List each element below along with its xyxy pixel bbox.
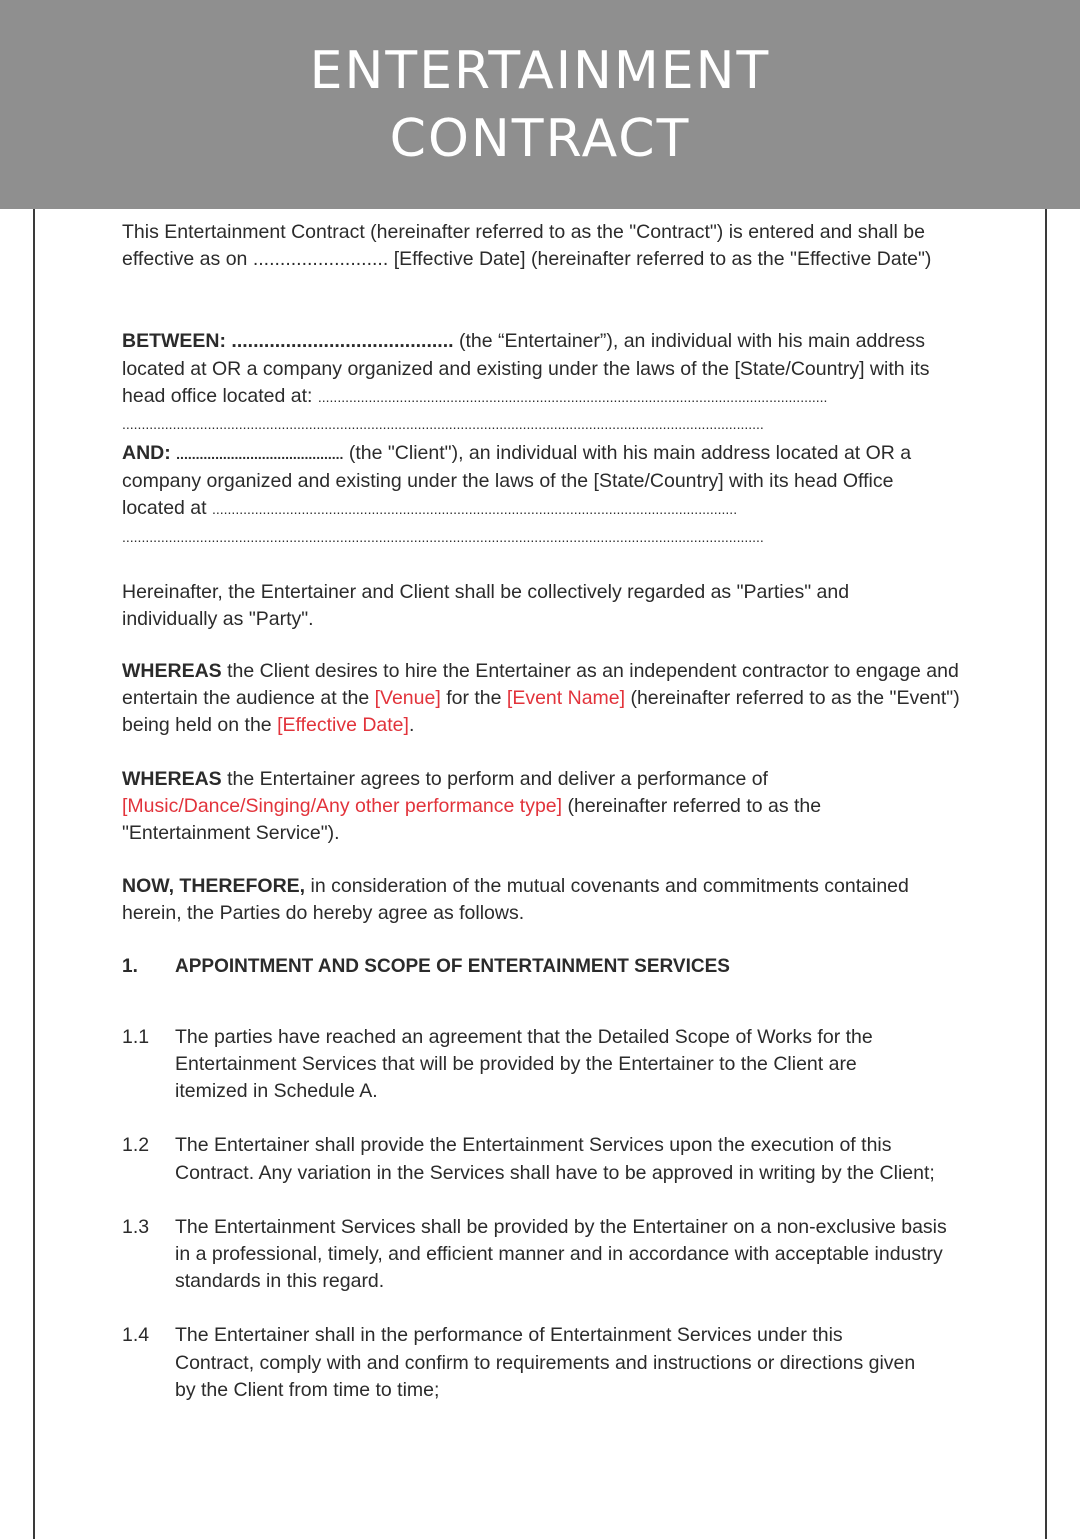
section-1-heading [122,953,962,980]
now-therefore-paragraph: NOW, THEREFORE, in consideration of the mutual covenants and commitments contained herein, the Parties do hereby agree as follows. [122,875,909,925]
section-title: APPOINTMENT AND SCOPE OF ENTERTAINMENT SERVICES [175,955,730,977]
intro-paragraph: This Entertainment Contract (hereinafter referred to as the "Contract") is entered and shall be effective as on ......................... [Effective Date] (hereinafter referred to as the "Effective Date") [122,221,932,271]
clause-1-1 [122,1024,962,1106]
parties-paragraph: Hereinafter, the Entertainer and Client shall be collectively regarded as "Parties" and individually as "Party". [122,580,850,630]
event-name-placeholder: [Event Name] [506,687,626,710]
clause-text: The Entertainment Services shall be provided by the Entertainer on a non-exclusive basis in a professional, timely, and efficient manner and in accordance with acceptable industry standards in this regard. [175,1215,947,1293]
clause-text: The Entertainer shall in the performance of Entertainment Services under this Contract, comply with and confirm to requirements and instructions or directions given by the Client from time to time; [175,1324,916,1401]
between-label: BETWEEN: [122,330,226,353]
entertainer-name-blank: ......................................... [231,330,454,353]
client-address-blank-2: ..................................................................................................................................................................... [122,528,764,545]
document-body [122,219,962,1404]
effective-date-blank: ......................... [252,248,389,271]
whereas-paragraph-2: WHEREAS the Entertainer agrees to perform and deliver a performance of [Music/Dance/Singing/Any other performance type] (hereinafter referred to as the "Entertainment Service"). [122,767,822,845]
whereas-paragraph-1: WHEREAS the Client desires to hire the Entertainer as an independent contractor to engage and entertain the audience at the [Venue] for the [Event Name] (hereinafter referred to as the "Event") being held on the [Effective Date]. [122,660,960,737]
clause-1-4 [122,1322,962,1404]
title-banner [0,0,1080,209]
entertainer-address-blank: ................................................................................................................................... [317,388,828,405]
title-line-1: ENTERTAINMENT [309,40,771,101]
clause-number: 1.4 [122,1324,150,1347]
performance-type-placeholder: [Music/Dance/Singing/Any other performance type] [122,794,563,817]
title-line-2: CONTRACT [389,108,691,169]
clause-number: 1.2 [122,1134,150,1157]
clause-1-2 [122,1132,962,1186]
section-number: 1. [122,955,138,977]
and-paragraph: AND: ........................................... (the "Client"), an individual with his main address located at OR a company organized and existing under the laws of the [State/Country] with its head Office located at ....................................................................................................................................... [122,442,912,520]
clause-text: The Entertainer shall provide the Entertainment Services upon the execution of this Contract. Any variation in the Services shall have to be approved in writing by the Client; [175,1134,935,1184]
clause-1-3 [122,1214,962,1296]
clause-number: 1.3 [122,1215,150,1238]
between-paragraph: BETWEEN: ......................................... (the “Entertainer”), an individual with his main address located at OR a company organized and existing under the laws of the [State/Country] with its head office located at: ................................................................................................................................... [122,330,930,407]
venue-placeholder: [Venue] [374,687,441,710]
effective-date-placeholder: [Effective Date] [277,714,409,737]
entertainer-address-blank-2: ..................................................................................................................................................................... [122,416,764,433]
clause-text: The parties have reached an agreement that the Detailed Scope of Works for the Entertainment Services that will be provided by the Entertainer to the Client are itemized in Schedule A. [175,1025,873,1103]
and-label: AND: [122,442,171,465]
client-name-blank: ........................................... [176,446,344,463]
client-address-blank: ....................................................................................................................................... [211,501,738,518]
clause-number: 1.1 [122,1025,150,1048]
